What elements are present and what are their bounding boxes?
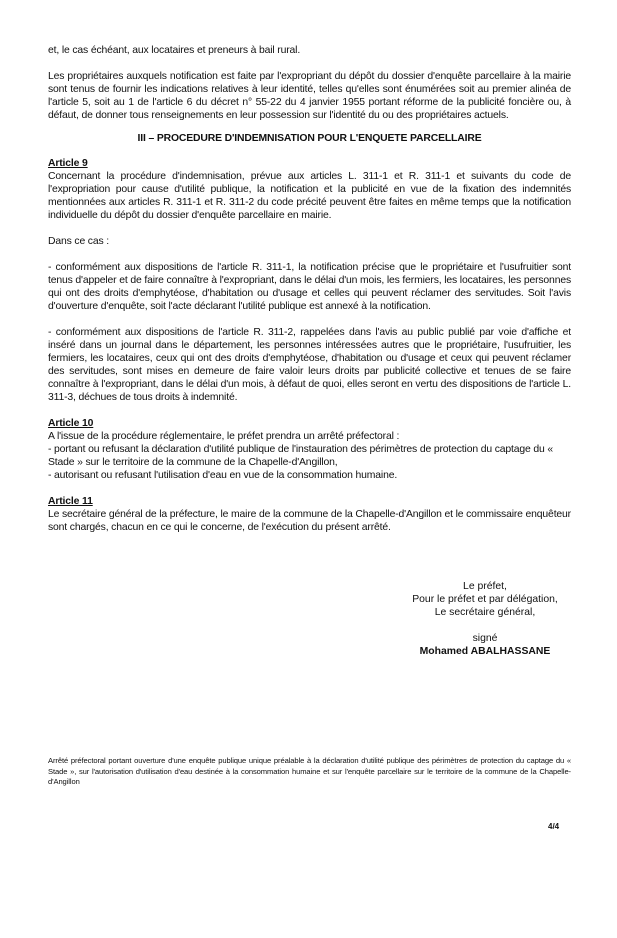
article-10-title: Article 10 <box>48 418 94 429</box>
article-10-intro: A l'issue de la procédure réglementaire, le préfet prendra un arrêté préfectoral : <box>48 431 400 442</box>
signature-gap <box>390 619 580 632</box>
article-11 <box>48 495 571 534</box>
footer-note: Arrêté préfectoral portant ouverture d'une enquête publique unique préalable à la déclaration d'utilité publique des périmètres de protection du captage du « Stade », sur l'autorisation d'utilisation d'eau destinée à la consommation humaine et sur l'enquête parcellaire sur le territoire de la commune de la Chapelle-d'Angillon <box>48 756 571 786</box>
signature-line-3: Le secrétaire général, <box>434 607 536 618</box>
article-10 <box>48 417 571 482</box>
article-10-item-1: - portant ou refusant la déclaration d'utilité publique de l'instauration des périmètres de protection du captage du « Stade » sur le territoire de la commune de la Chapelle-d'Angillon, <box>48 444 553 468</box>
section-heading: III – PROCEDURE D'INDEMNISATION POUR L'ENQUETE PARCELLAIRE <box>137 133 482 144</box>
article-9-body: Concernant la procédure d'indemnisation, prévue aux articles L. 311-1 et R. 311-1 et suivants du code de l'expropriation pour cause d'utilité publique, la notification et la publicité en vue de la fixation des indemnités mentionnées aux articles R. 311-1 et R. 311-2 du code précité peuvent être faites en même temps que la notification individuelle du dépôt du dossier d'enquête parcellaire en mairie. <box>48 171 571 221</box>
signature-block <box>390 580 580 658</box>
intro-line: et, le cas échéant, aux locataires et preneurs à bail rural. <box>48 45 301 56</box>
article-9-point-1: - conformément aux dispositions de l'article R. 311-1, la notification précise que le propriétaire et l'usufruitier sont tenus d'appeler et de faire connaître à l'expropriant, dans le délai d'un mois, les fermiers, les locataires, les personnes qui ont des droits d'emphytéose, d'habitation ou d'usage et celles qui peuvent réclamer des servitudes. Soit l'avis d'ouverture d'enquête, soit l'acte déclarant l'utilité publique est annexé à la notification. <box>48 262 571 312</box>
signature-signed: signé <box>472 633 498 644</box>
article-9-case-intro: Dans ce cas : <box>48 236 109 247</box>
article-11-body: Le secrétaire général de la préfecture, le maire de la commune de la Chapelle-d'Angillon et le commissaire enquêteur sont chargés, chacun en ce qui le concerne, de l'exécution du présent arrêté. <box>48 509 571 533</box>
article-9-title: Article 9 <box>48 158 88 169</box>
article-9 <box>48 157 571 404</box>
signatory-name: Mohamed ABALHASSANE <box>419 646 551 657</box>
article-9-point-2: - conformément aux dispositions de l'article R. 311-2, rappelées dans l'avis au public publié par voie d'affiche et inséré dans un journal dans le département, les personnes intéressées autres que le propriétaire, l'usufruitier, les fermiers, les locataires, ceux qui ont des droits d'emphytéose, d'habitation ou d'usage et ceux qui peuvent réclamer des servitudes, sont mises en demeure de faire valoir leurs droits par publicité collective et tenues de se faire connaître à l'expropriant, dans le délai d'un mois, à défaut de quoi, elles seront en vertu des dispositions de l'article L. 311-3, déchues de tous droits à indemnité. <box>48 327 571 403</box>
article-10-item-2: - autorisant ou refusant l'utilisation d'eau en vue de la consommation humaine. <box>48 470 398 481</box>
document-body <box>48 44 571 547</box>
signature-line-1: Le préfet, <box>463 581 507 592</box>
signature-line-2: Pour le préfet et par délégation, <box>412 594 558 605</box>
owners-paragraph: Les propriétaires auxquels notification est faite par l'expropriant du dépôt du dossier d'enquête parcellaire à la mairie sont tenus de fournir les indications relatives à leur identité, telles qu'elles sont énumérées soit au premier alinéa de l'article 5, soit au 1 de l'article 6 du décret n° 55-22 du 4 janvier 1955 portant réforme de la publicité foncière ou, à défaut, de donner tous renseignements en leur possession sur l'identité du ou des propriétaires actuels. <box>48 71 571 121</box>
page-number: 4/4 <box>548 822 560 831</box>
article-11-title: Article 11 <box>48 496 93 507</box>
